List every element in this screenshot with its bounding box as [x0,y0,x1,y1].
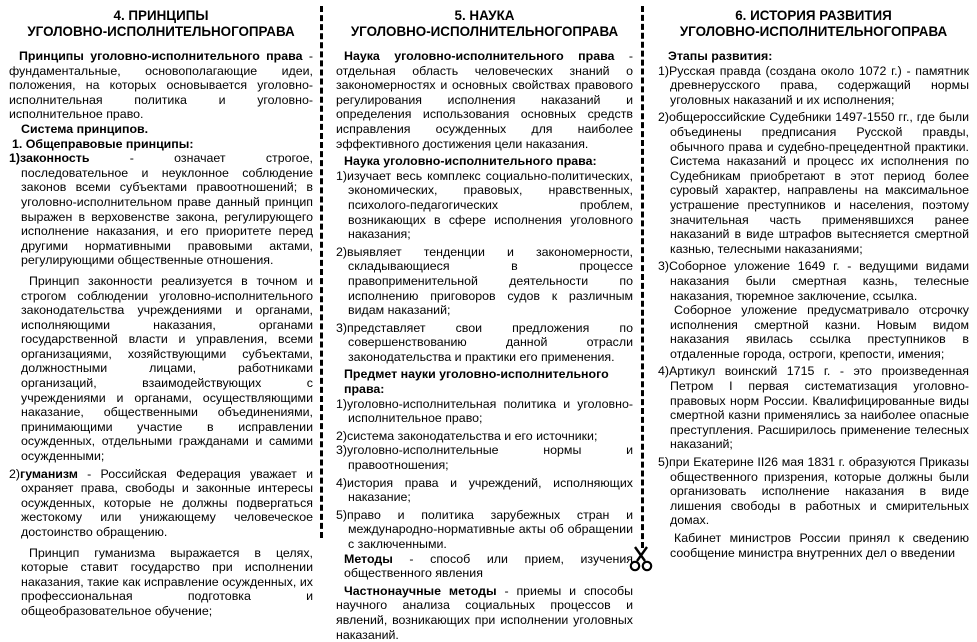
cut-line-right [641,6,644,548]
list-item: 1)уголовно-исполнительная политика и уголовно-исполнительное право; [336,396,633,426]
list-item: 1)изучает весь комплекс социально-политических, экономических, правовых, нравственных, психолого-педагогических проблем, возникающих в сфере исполнения уголовного наказания; [336,168,633,242]
list-item: 2)выявляет тенденции и закономерности, складывающиеся в процессе правоприменительной деятельности по исполнению приговоров судов к различным видам наказаний; [336,244,633,318]
principle-legality: 1)законность - означает строгое, последовательное и неуклонное соблюдение законов всеми субъектами правоотношений; в уголовно-исполнительном праве данный принцип выражен в верховенстве закона, регулирующего исполнение наказания, и его приоритете перед другими нормативными правовыми актами, регулирующими общественные отношения. [9,151,313,268]
principle-humanism: 2)гуманизм - Российская Федерация уважает и охраняет права, свободы и законные интересы осужденных, которые не должны подвергаться жестокому или унижающему человеческое достоинство обращению. [9,466,313,539]
history-item: 2)общероссийские Судебники 1497-1550 гг., где были объединены предписания Русской правды, обычного права и судебно-прецедентной практики. Система наказаний и процесс их исполнения по Судебникам приобретают в этот период более суровый характер, направлены на максимальное устрашение преступников и населения, поэтому значительная часть применявшихся ранее наказаний в виде штрафов вытесняется смертной казнью, телесными наказаниями; [658,110,969,256]
column-science [336,8,633,642]
history-item: 3)Соборное уложение 1649 г. - ведущими видами наказания были смертная казнь, телесные наказания, тюремное заключение, ссылка. [658,259,969,303]
subject-heading: Предмет науки уголовно-исполнительного права: [344,367,609,397]
history-item: 5)при Екатерине II26 мая 1831 г. образуются Приказы общественного призрения, которые должны были организовать исполнение наказания в виде лишения свободы в работных и смирительных домах. [658,455,969,528]
section-title-history: 6. ИСТОРИЯ РАЗВИТИЯ УГОЛОВНО-ИСПОЛНИТЕЛЬНОГОПРАВА [679,8,948,39]
principles-definition: Принципы уголовно-исполнительного права - фундаментальные, основополагающие идеи, положения, на которых основывается уголовно-исполнительная политика и уголовно-исполнительное право. [9,49,313,122]
section-title-science: 5. НАУКА УГОЛОВНО-ИСПОЛНИТЕЛЬНОГОПРАВА [350,8,619,39]
system-heading: Система принципов. [21,121,149,136]
stages-heading: Этапы развития: [668,49,773,63]
history-paragraph: Кабинет министров России принял к сведению сообщение министра внутренних дел о введении [670,531,969,560]
science-list [336,169,633,365]
section-title-principles: 4. ПРИНЦИПЫ УГОЛОВНО-ИСПОЛНИТЕЛЬНОГОПРАВА [27,8,295,39]
science-heading: Наука уголовно-исполнительного права: [344,154,597,169]
legality-paragraph: Принцип законности реализуется в точном и строгом соблюдении уголовно-исполнительного законодательства учреждениями и органами, исполняющими наказания, органами государственной власти и управления, всеми организациями, хозяйствующими субъектами, должностными лицами, работниками организаций, взаимодействующих с учреждениями и органами, осуществляющими наказание, общественными объединениями, принимающими участие в исправлении осужденных, отдельными гражданами и самими осужденными; [21,273,313,464]
general-principles-heading: 1. Общеправовые принципы: [12,136,194,151]
partial-methods-definition: Частнонаучные методы - приемы и способы научного анализа социальных процессов и явлений, возникающих при исполнении уголовных наказаний. [336,583,633,642]
science-definition: Наука уголовно-исполнительного права - отдельная область человеческих знаний о закономерностях и основных свойствах правового регулирования исполнения наказаний и определения использования основных средств исправления осужденных для наиболее эффективного достижения цели наказания. [336,49,633,151]
column-history [658,8,969,560]
list-item: 3)уголовно-исполнительные нормы и правоотношения; [336,443,633,473]
list-item: 2)система законодательства и его источники; [336,428,598,443]
list-item: 3)представляет свои предложения по совершенствованию данной отрасли законодательства и практики его применения. [336,320,633,364]
methods-definition: Методы - способ или прием, изучения общественного явления [344,551,633,581]
history-paragraph: Соборное уложение предусматривало отсрочку исполнения смертной казни. Новым видом наказания явилась ссылка преступников в отдаленные города, остроги, крепости, имения; [670,303,969,361]
list-item: 5)право и политика зарубежных стран и международно-нормативные акты об обращении с заключенными. [336,507,633,551]
history-item: 1)Русская правда (создана около 1072 г.) - памятник древнерусского права, содержащий нормы уголовных наказаний и их исполнения; [658,63,969,107]
humanism-paragraph: Принцип гуманизма выражается в целях, которые ставит государство при исполнении наказания, такие как исправление осужденных, их профессиональная подготовка и общеобразовательное обучение; [21,545,313,618]
history-item: 4)Артикул воинский 1715 г. - это произведенная Петром I первая систематизация уголовно-правовых норм России. Квалифицированные виды смертной казни применялись за наиболее опасные преступления. Расширилось применение телесных наказаний; [658,364,969,452]
subject-list [336,397,633,552]
column-principles [9,8,313,619]
list-item: 4)история права и учреждений, исполняющих наказание; [336,475,633,505]
cut-line-left [320,6,323,538]
